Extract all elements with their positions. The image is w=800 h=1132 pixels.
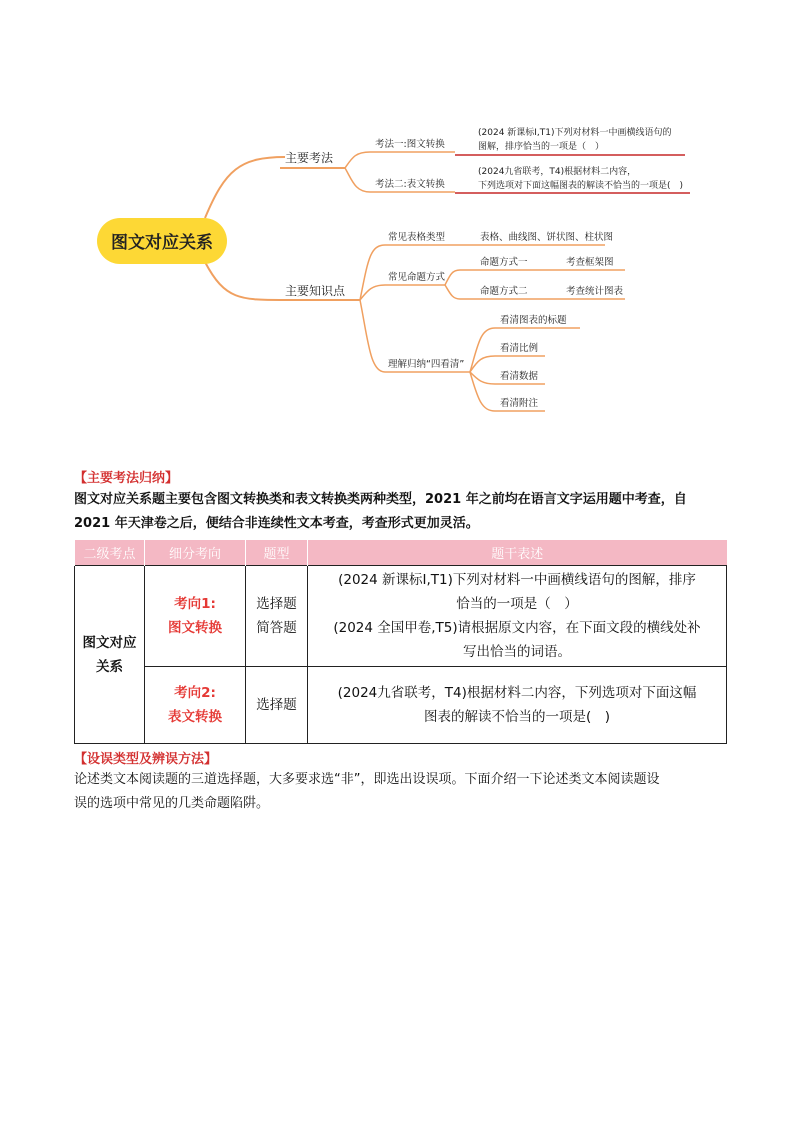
section-2-line-1: 论述类文本阅读题的三道选择题，大多要求选“非”，即选出设误项。下面介绍一下论述类文本阅读题设 — [74, 772, 660, 787]
section-title-error-types: 【设误类型及辨误方法】 — [74, 752, 218, 767]
table-row — [75, 667, 727, 744]
direction-1-line-2: 图文转换 — [168, 620, 222, 636]
section-2-paragraph — [74, 768, 729, 816]
four-look-item-4: 看清附注 — [500, 398, 539, 409]
question-modes-label: 常见命题方式 — [388, 272, 446, 283]
mind-map — [0, 0, 800, 440]
stem-1-line-4: 写出恰当的词语。 — [463, 644, 571, 660]
header-secondary-topic: 二级考点 — [75, 540, 145, 566]
chart-types-label: 常见表格类型 — [388, 232, 446, 243]
mode-1-label: 命题方式一 — [480, 257, 528, 268]
stem-2-line-1: (2024九省联考，T4)根据材料二内容，下列选项对下面这幅 — [337, 685, 697, 701]
table-row — [75, 566, 727, 667]
branch-curve-methods — [205, 157, 285, 218]
method-1-example-line-1: (2024 新课标Ⅰ,T1)下列对材料一中画横线语句的 — [478, 128, 672, 138]
method-1-example-line-2: 图解，排序恰当的一项是（ ） — [478, 142, 605, 152]
header-question-type: 题型 — [246, 540, 308, 566]
question-type-cell-1 — [246, 566, 308, 667]
method-1-label: 考法一:图文转换 — [375, 139, 445, 150]
method-2-label: 考法二:表文转换 — [375, 179, 445, 190]
direction-2-line-2: 表文转换 — [168, 709, 222, 725]
question-type-1b: 简答题 — [256, 620, 297, 636]
method-2-example-line-2: 下列选项对下面这幅图表的解读不恰当的一项是( ) — [478, 181, 684, 191]
direction-cell-2 — [145, 667, 246, 744]
question-type-cell-2 — [246, 667, 308, 744]
section-1-line-1: 图文对应关系题主要包含图文转换类和表文转换类两种类型，2021 年之前均在语言文字运用题中考查，自 — [74, 492, 687, 507]
branch-curve-knowledge — [205, 262, 285, 300]
direction-cell-1 — [145, 566, 246, 667]
stem-1-line-3: (2024 全国甲卷,T5)请根据原文内容，在下面文段的横线处补 — [333, 620, 701, 636]
four-look-item-3: 看清数据 — [500, 371, 539, 382]
direction-2-line-1: 考向2: — [174, 685, 216, 701]
stem-1-line-2: 恰当的一项是（ ） — [456, 596, 578, 612]
chart-types-value: 表格、曲线图、饼状图、柱状图 — [480, 232, 614, 243]
stem-cell-2 — [308, 667, 727, 744]
mode-2-value: 考查统计图表 — [566, 286, 624, 297]
header-sub-direction: 细分考向 — [145, 540, 246, 566]
summary-table — [74, 540, 727, 744]
mode-2-label: 命题方式二 — [480, 286, 528, 297]
mode-1-value: 考查框架图 — [566, 257, 614, 268]
question-type-2: 选择题 — [256, 697, 297, 713]
topic-cell — [75, 566, 145, 744]
branch-label-methods: 主要考法 — [285, 151, 334, 165]
stem-2-line-2: 图表的解读不恰当的一项是( ) — [423, 709, 611, 725]
topic-line-1: 图文对应 — [82, 634, 137, 651]
question-type-1a: 选择题 — [256, 596, 297, 612]
section-2-line-2: 误的选项中常见的几类命题陷阱。 — [74, 796, 270, 811]
section-1-paragraph — [74, 488, 729, 536]
table-header-row — [75, 540, 727, 566]
header-stem-wording: 题干表述 — [308, 540, 727, 566]
section-1-line-2: 2021 年天津卷之后，便结合非连续性文本考查，考查形式更加灵活。 — [74, 516, 479, 531]
section-title-main-methods: 【主要考法归纳】 — [74, 471, 179, 486]
four-look-item-2: 看清比例 — [500, 343, 539, 354]
four-look-label: 理解归纳“四看清” — [388, 359, 465, 370]
four-look-item-1: 看清图表的标题 — [500, 315, 567, 326]
branch-label-knowledge: 主要知识点 — [285, 284, 346, 298]
stem-cell-1 — [308, 566, 727, 667]
root-label: 图文对应关系 — [111, 233, 213, 253]
direction-1-line-1: 考向1: — [174, 596, 216, 612]
topic-line-2: 关系 — [96, 658, 123, 675]
method-2-example-line-1: (2024九省联考，T4)根据材料二内容， — [478, 167, 637, 177]
stem-1-line-1: (2024 新课标Ⅰ,T1)下列对材料一中画横线语句的图解，排序 — [338, 572, 696, 588]
